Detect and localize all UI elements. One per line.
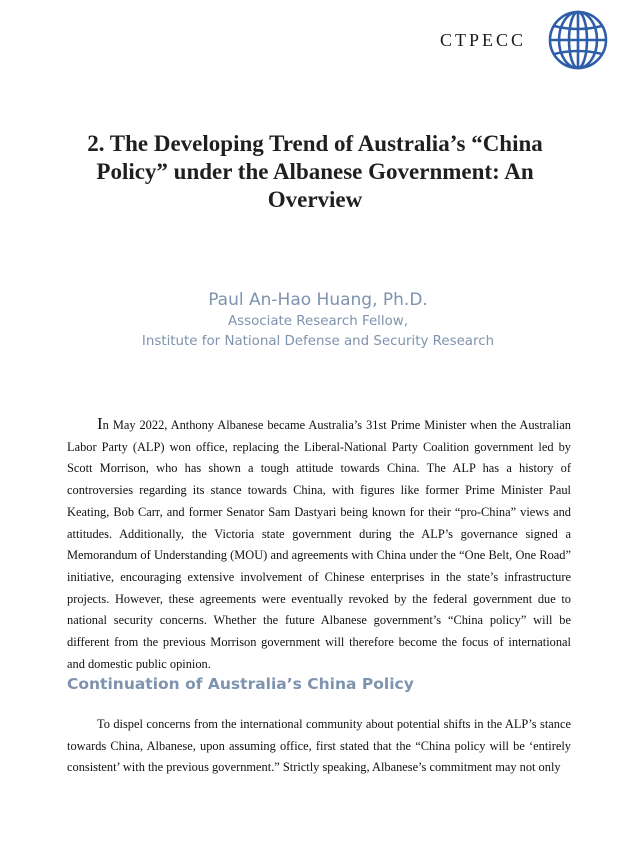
author-organization: Institute for National Defense and Security Research (141, 334, 495, 349)
author-name: Paul An-Hao Huang, Ph.D. (208, 290, 428, 310)
section-heading: Continuation of Australia’s China Policy (67, 675, 414, 693)
paragraph-intro-text: n May 2022, Anthony Albanese became Australia’s 31st Prime Minister when the Australian Labor Party (ALP) won office, replacing the Liberal-National Party Coalition government led by Scott Morrison, who has shown a tough attitude towards China. The ALP has a history of controversies regarding its stance towards China, with figures like former Prime Minister Paul Keating, Bob Carr, and former Senator Sam Dastyari being known for their “pro-China” views and attitudes. Additionally, the Victoria state government during the ALP’s governance signed a Memorandum of Understanding (MOU) and agreements with China under the “One Belt, One Road” initiative, encouraging extensive involvement of Chinese enterprises in the state’s infrastructure projects. However, these agreements were eventually revoked by the federal government due to national security concerns. Whether the future Albanese government’s “China policy” will be different from the previous Morrison government will therefore become the focus of international and domestic public opinion. (67, 418, 571, 671)
paragraph-intro (67, 413, 571, 675)
globe-icon (547, 9, 609, 71)
brand-name: CTPECC (440, 30, 527, 50)
drop-cap: I (97, 414, 103, 433)
paragraph-continuation: To dispel concerns from the international community about potential shifts in the ALP’s stance towards China, Albanese, upon assuming office, first stated that the “China policy will be ‘entirely consistent’ with the previous government.” Strictly speaking, Albanese’s commitment may not only (67, 717, 571, 775)
author-role: Associate Research Fellow, (227, 314, 409, 329)
page-title: 2. The Developing Trend of Australia’s “China Policy” under the Albanese Government: An Overview (87, 131, 543, 212)
author-block (0, 288, 630, 352)
